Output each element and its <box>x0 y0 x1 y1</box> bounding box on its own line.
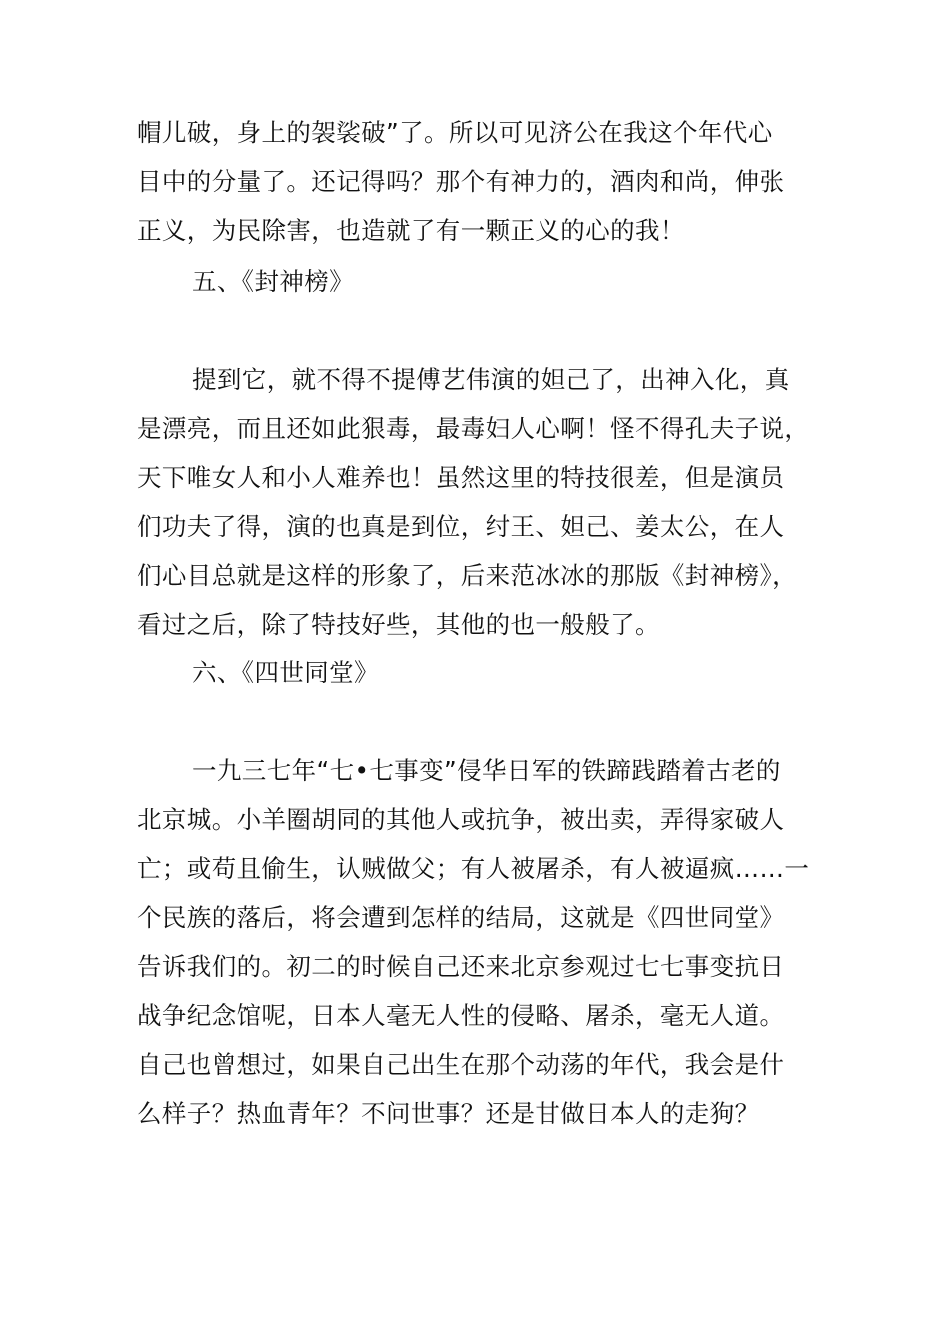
text-line: 告诉我们的。初二的时候自己还来北京参观过七七事变抗日 <box>137 952 785 981</box>
text-line: 么样子？热血青年？不问世事？还是甘做日本人的走狗？ <box>137 1099 760 1128</box>
text-line: 是漂亮，而且还如此狠毒，最毒妇人心啊！怪不得孔夫子说， <box>137 414 810 443</box>
section-heading-fengshenbang: 五、《封神榜》 <box>192 267 355 296</box>
text-line: 自己也曾想过，如果自己出生在那个动荡的年代，我会是什 <box>137 1050 785 1079</box>
text-line: 提到它，就不得不提傅艺伟演的妲己了，出神入化，真 <box>192 365 790 394</box>
text-line: 亡；或苟且偷生，认贼做父；有人被屠杀，有人被逼疯……一 <box>137 854 810 883</box>
paragraph-jigong-ending <box>137 108 817 255</box>
text-line: 帽儿破，身上的袈裟破”了。所以可见济公在我这个年代心 <box>137 118 773 147</box>
paragraph-sishitongtang <box>137 746 817 1138</box>
section-heading-sishitongtang: 六、《四世同堂》 <box>192 658 379 687</box>
text-line: 一九三七年“七•七事变”侵华日军的铁蹄践踏着古老的 <box>192 756 781 785</box>
text-line: 们心目总就是这样的形象了，后来范冰冰的那版《封神榜》， <box>137 561 798 590</box>
text-line: 战争纪念馆呢，日本人毫无人性的侵略、屠杀，毫无人道。 <box>137 1001 785 1030</box>
text-line: 看过之后，除了特技好些，其他的也一般般了。 <box>137 610 660 639</box>
text-line: 个民族的落后，将会遭到怎样的结局，这就是《四世同堂》 <box>137 903 785 932</box>
text-line: 北京城。小羊圈胡同的其他人或抗争，被出卖，弄得家破人 <box>137 805 785 834</box>
paragraph-fengshenbang <box>137 355 817 649</box>
text-line: 正义，为民除害，也造就了有一颗正义的心的我！ <box>137 216 685 245</box>
text-line: 们功夫了得，演的也真是到位，纣王、妲己、姜太公，在人 <box>137 512 785 541</box>
text-line: 目中的分量了。还记得吗？那个有神力的，酒肉和尚，伸张 <box>137 167 785 196</box>
text-line: 天下唯女人和小人难养也！虽然这里的特技很差，但是演员 <box>137 463 785 492</box>
